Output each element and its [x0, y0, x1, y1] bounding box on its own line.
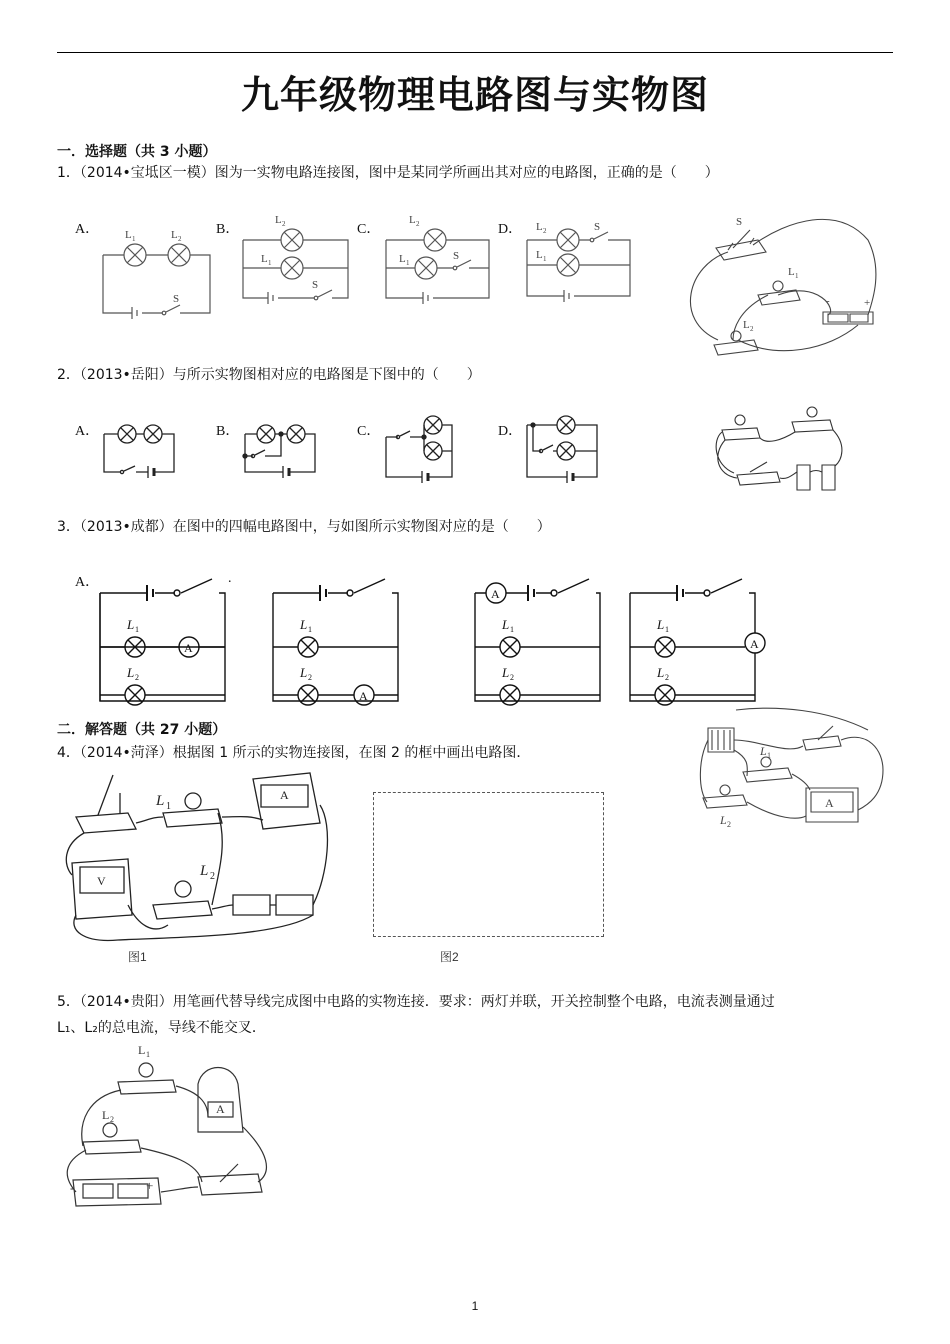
svg-text:L: L [127, 665, 135, 680]
svg-text:S: S [594, 221, 601, 233]
svg-text:1: 1 [135, 625, 139, 634]
svg-text:L: L [657, 665, 665, 680]
svg-text:2: 2 [510, 673, 514, 682]
svg-text:L: L [536, 221, 543, 233]
svg-text:2: 2 [727, 820, 731, 829]
question-5-line-2: L₁、L₂的总电流，导线不能交叉． [57, 1020, 266, 1036]
svg-text:-: - [826, 295, 830, 307]
svg-text:S: S [736, 216, 743, 228]
svg-text:S: S [453, 250, 460, 262]
svg-text:L: L [743, 319, 750, 331]
svg-text:1: 1 [308, 625, 312, 634]
question-1: 1．（2014•宝坻区一模）图为一实物电路连接图，图中是某同学所画出其对应的电路图，正确的是（ ） [57, 165, 719, 181]
section-heading-answer: 二．解答题（共 27 小题） [57, 722, 227, 738]
q3-circuit-c [472, 577, 602, 702]
svg-text:1: 1 [146, 1050, 150, 1059]
svg-text:A: A [750, 637, 759, 651]
svg-text:S: S [312, 279, 319, 291]
svg-text:-: - [70, 1180, 75, 1195]
svg-text:2: 2 [750, 325, 754, 333]
svg-text:1: 1 [795, 272, 799, 280]
q2-option-a-label: A． [75, 424, 100, 439]
page-title: 九年级物理电路图与实物图 [240, 73, 709, 117]
svg-text:2: 2 [308, 673, 312, 682]
svg-text:2: 2 [178, 235, 182, 243]
svg-text:L: L [138, 1043, 146, 1057]
q1-circuit-b [240, 210, 355, 305]
q2-option-d-label: D． [498, 424, 523, 439]
q2-option-b-label: B． [216, 424, 240, 439]
q3-trailing-dot: . [228, 571, 232, 586]
svg-text:L: L [399, 253, 406, 265]
q1-option-b-label: B． [216, 222, 240, 237]
svg-text:2: 2 [210, 871, 215, 882]
svg-text:A: A [280, 788, 289, 802]
svg-text:1: 1 [268, 259, 272, 267]
question-5-line-1: 5．（2014•贵阳）用笔画代替导线完成图中电路的实物连接．要求：两灯并联，开关控制整个电路，电流表测量通过 [57, 994, 775, 1010]
svg-text:L: L [657, 617, 665, 632]
q2-circuit-d [525, 415, 600, 490]
question-2: 2．（2013•岳阳）与所示实物图相对应的电路图是下图中的（ ） [57, 367, 481, 383]
q1-circuit-d [524, 210, 639, 305]
svg-text:1: 1 [510, 625, 514, 634]
q2-circuit-a [102, 422, 177, 477]
svg-text:2: 2 [543, 227, 547, 235]
svg-text:+: + [146, 1178, 154, 1193]
svg-text:L: L [760, 744, 767, 758]
svg-text:L: L [536, 249, 543, 261]
q2-physical-circuit-picture [712, 400, 852, 495]
svg-text:1: 1 [767, 751, 771, 760]
q3-circuit-a [97, 577, 227, 702]
svg-text:V: V [97, 874, 106, 888]
svg-text:L: L [502, 665, 510, 680]
svg-text:L: L [200, 863, 209, 879]
q2-circuit-b [243, 422, 318, 477]
svg-text:L: L [127, 617, 135, 632]
figure-2-caption: 图2 [440, 950, 459, 964]
question-4: 4．（2014•菏泽）根据图 1 所示的实物连接图，在图 2 的框中画出电路图． [57, 745, 531, 761]
q1-circuit-a [100, 225, 215, 320]
svg-text:2: 2 [665, 673, 669, 682]
svg-text:L: L [156, 793, 165, 809]
svg-text:1: 1 [132, 235, 136, 243]
svg-text:1: 1 [543, 255, 547, 263]
q1-physical-circuit-picture [678, 200, 888, 365]
svg-text:L: L [409, 214, 416, 226]
q3-circuit-b [270, 577, 400, 702]
svg-text:2: 2 [416, 220, 420, 228]
q3-circuit-d [627, 577, 767, 702]
top-rule [57, 52, 893, 53]
svg-text:1: 1 [665, 625, 669, 634]
svg-text:2: 2 [282, 220, 286, 228]
svg-text:+: + [864, 297, 871, 309]
svg-text:2: 2 [135, 673, 139, 682]
svg-text:L: L [502, 617, 510, 632]
q3-option-a-label: A． [75, 575, 100, 590]
svg-text:L: L [275, 214, 282, 226]
q3-physical-circuit-picture [698, 710, 888, 830]
q4-figure-2-answer-box [373, 792, 604, 937]
svg-text:2: 2 [110, 1115, 114, 1124]
q4-figure-1-picture [58, 765, 338, 950]
svg-text:L: L [261, 253, 268, 265]
svg-text:A: A [184, 641, 193, 655]
svg-text:A: A [491, 587, 500, 601]
q2-option-c-label: C． [357, 424, 381, 439]
svg-text:1: 1 [166, 801, 171, 812]
svg-text:L: L [300, 617, 308, 632]
page-number: 1 [471, 1299, 479, 1313]
svg-text:A: A [359, 689, 368, 703]
q1-option-c-label: C． [357, 222, 381, 237]
svg-text:1: 1 [406, 259, 410, 267]
svg-text:L: L [125, 229, 132, 241]
svg-text:A: A [216, 1102, 225, 1116]
q2-circuit-c [384, 415, 459, 490]
q1-circuit-c [383, 210, 498, 305]
svg-text:S: S [173, 293, 180, 305]
figure-1-caption: 图1 [128, 950, 147, 964]
question-3: 3．（2013•成都）在图中的四幅电路图中，与如图所示实物图对应的是（ ） [57, 519, 551, 535]
svg-text:L: L [171, 229, 178, 241]
section-heading-choice: 一．选择题（共 3 小题） [57, 144, 217, 160]
svg-text:L: L [788, 266, 795, 278]
q5-physical-components-picture [58, 1042, 278, 1212]
q1-option-a-label: A． [75, 222, 100, 237]
svg-text:A: A [825, 796, 834, 810]
svg-text:L: L [720, 813, 727, 827]
svg-text:L: L [102, 1108, 110, 1122]
q1-option-d-label: D． [498, 222, 523, 237]
svg-text:L: L [300, 665, 308, 680]
